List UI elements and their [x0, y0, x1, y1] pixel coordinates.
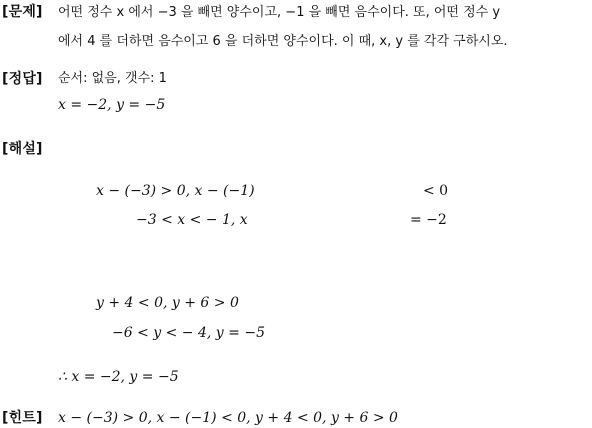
solution-step-3: y + 4 < 0, y + 6 > 0 [96, 295, 239, 311]
problem-line-2: 에서 4 를 더하면 음수이고 6 을 더하면 양수이다. 이 때, x, y 를 각각 구하시오. [58, 34, 508, 49]
solution-step-1-right: < 0 [423, 183, 449, 199]
problem-label: [문제] [2, 4, 43, 20]
solution-step-4: −6 < y < − 4, y = −5 [112, 325, 265, 341]
solution-step-1-left: x − (−3) > 0, x − (−1) [96, 183, 255, 199]
problem-line-1: 어떤 정수 x 에서 −3 을 빼면 양수이고, −1 을 빼면 음수이다. 또, 어떤 정수 y [58, 5, 501, 20]
answer-label: [정답] [2, 71, 43, 87]
answer-values: x = −2, y = −5 [58, 97, 166, 113]
answer-order-count: 순서: 없음, 갯수: 1 [58, 71, 167, 86]
hint-label: [힌트] [2, 410, 43, 426]
solution-conclusion: ∴ x = −2, y = −5 [58, 369, 179, 385]
hint-text: x − (−3) > 0, x − (−1) < 0, y + 4 < 0, y + 6 > 0 [58, 410, 398, 426]
solution-step-2-right: = −2 [410, 212, 447, 228]
solution-label: [해설] [2, 141, 43, 157]
solution-step-2-left: −3 < x < − 1, x [136, 212, 248, 228]
